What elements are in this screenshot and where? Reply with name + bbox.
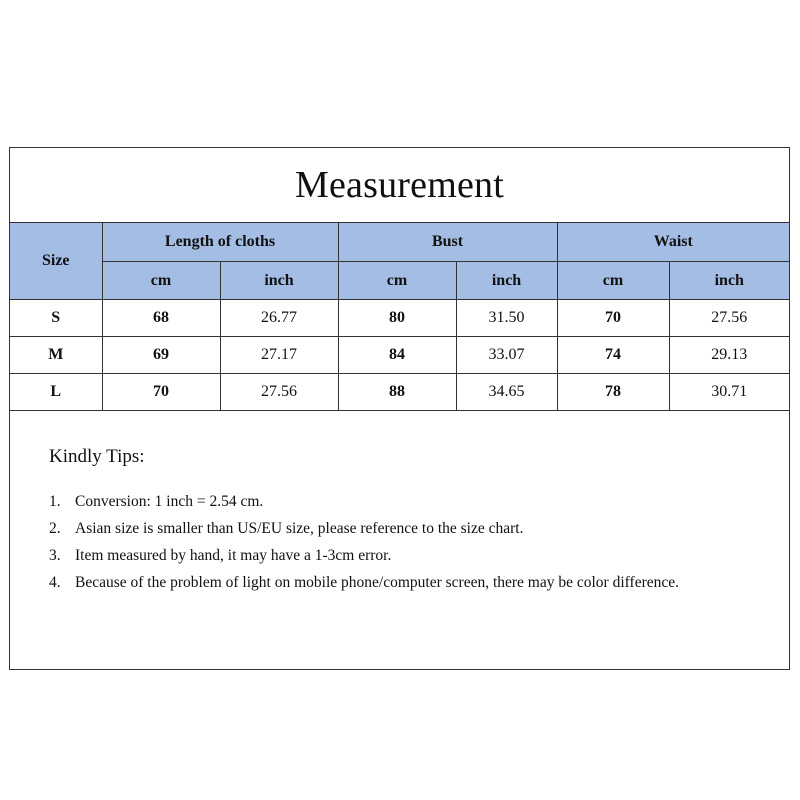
list-item-text: Asian size is smaller than US/EU size, please reference to the size chart. (75, 520, 524, 537)
unit-header: inch (456, 262, 557, 300)
size-table (10, 223, 789, 411)
table-row (10, 374, 789, 411)
list-item (49, 515, 749, 542)
table-unit-row (10, 262, 789, 300)
size-cell: S (10, 300, 102, 337)
list-item-text: Item measured by hand, it may have a 1-3cm error. (75, 547, 392, 564)
table-cell: 27.56 (220, 374, 338, 411)
unit-header: inch (669, 262, 789, 300)
list-item-text: Conversion: 1 inch = 2.54 cm. (75, 493, 264, 510)
table-cell: 34.65 (456, 374, 557, 411)
list-item-number: 4. (49, 574, 61, 591)
table-cell: 78 (557, 374, 669, 411)
unit-header: inch (220, 262, 338, 300)
size-column-header: Size (10, 223, 102, 300)
table-cell: 84 (338, 337, 456, 374)
page-title: Measurement (10, 148, 789, 223)
list-item-number: 1. (49, 493, 61, 510)
table-cell: 27.56 (669, 300, 789, 337)
list-item (49, 542, 749, 569)
list-item-number: 3. (49, 547, 61, 564)
list-item (49, 569, 749, 596)
table-cell: 27.17 (220, 337, 338, 374)
table-header-row (10, 223, 789, 262)
tips-section (49, 446, 749, 596)
table-cell: 26.77 (220, 300, 338, 337)
list-item-text: Because of the problem of light on mobile phone/computer screen, there may be color difference. (75, 574, 679, 591)
table-row (10, 337, 789, 374)
table-cell: 30.71 (669, 374, 789, 411)
length-header: Length of cloths (102, 223, 338, 262)
table-cell: 31.50 (456, 300, 557, 337)
size-cell: L (10, 374, 102, 411)
unit-header: cm (102, 262, 220, 300)
tips-list (49, 488, 749, 596)
table-cell: 33.07 (456, 337, 557, 374)
table-cell: 80 (338, 300, 456, 337)
table-cell: 69 (102, 337, 220, 374)
list-item-number: 2. (49, 520, 61, 537)
waist-header: Waist (557, 223, 789, 262)
table-cell: 70 (102, 374, 220, 411)
bust-header: Bust (338, 223, 557, 262)
unit-header: cm (338, 262, 456, 300)
table-cell: 29.13 (669, 337, 789, 374)
unit-header: cm (557, 262, 669, 300)
list-item (49, 488, 749, 515)
table-cell: 68 (102, 300, 220, 337)
size-cell: M (10, 337, 102, 374)
table-cell: 70 (557, 300, 669, 337)
tips-title: Kindly Tips: (49, 446, 145, 467)
measurement-card (9, 147, 790, 670)
table-cell: 88 (338, 374, 456, 411)
table-cell: 74 (557, 337, 669, 374)
table-row (10, 300, 789, 337)
